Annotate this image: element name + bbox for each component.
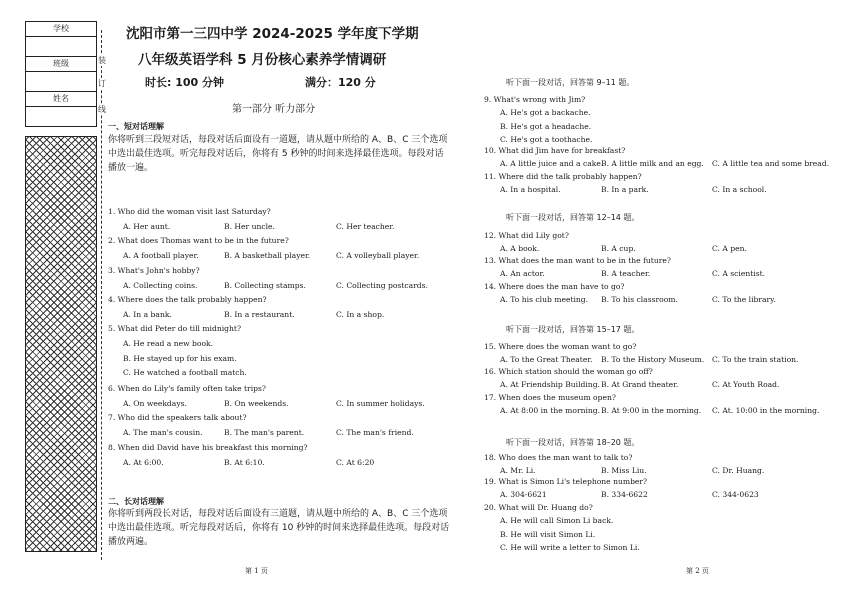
page-number-2: 第 2 页 [686, 567, 709, 575]
option-4-c: C. In a shop. [336, 310, 385, 319]
option-r0-1-a: A. A little juice and a cake. [500, 159, 604, 168]
option-2-a: A. A football player. [123, 251, 199, 260]
group-heading-3: 听下面一段对话，回答第 15–17 题。 [506, 325, 640, 334]
option-3-b: B. Collecting stamps. [224, 281, 306, 290]
option-r2-1-c: C. At Youth Road. [712, 380, 780, 389]
option-r3-0-b: B. Miss Liu. [601, 466, 647, 475]
option-4-b: B. In a restaurant. [224, 310, 295, 319]
question-1: 1. Who did the woman visit last Saturday? [108, 207, 271, 216]
group-heading-4: 听下面一段对话，回答第 18–20 题。 [506, 438, 640, 447]
sec2-title: 二、长对话理解 [108, 497, 164, 506]
option-8-c: C. At 6:20 [336, 458, 375, 467]
option-1-b: B. Her uncle. [224, 222, 275, 231]
option-5-c: C. He watched a football match. [123, 368, 247, 377]
option-r0-2-a: A. In a hospital. [500, 185, 561, 194]
option-7-a: A. The man's cousin. [123, 428, 203, 437]
option-r2-1-b: B. At Grand theater. [601, 380, 679, 389]
question-r1-1: 13. What does the man want to be in the future? [484, 256, 671, 265]
option-8-a: A. At 6:00. [123, 458, 164, 467]
option-r0-0-c: C. He's got a toothache. [500, 135, 593, 144]
sec1-instructions: 你将听到三段短对话，每段对话后面设有一道题，请从题中所给的 A、B、C 三个选项中选出最佳选项。听完每段对话后，你将有 5 秒钟的时间来选择最佳选项。每段对话播放一遍。 [108, 135, 448, 173]
option-5-b: B. He stayed up for his exam. [123, 353, 237, 363]
question-r2-2: 17. When does the museum open? [484, 393, 616, 402]
option-r1-1-b: B. A teacher. [601, 269, 651, 278]
question-r1-2: 14. Where does the man have to go? [484, 282, 625, 291]
option-r1-1-a: A. An actor. [500, 269, 545, 278]
option-6-c: C. In summer holidays. [336, 399, 425, 408]
option-6-a: A. On weekdays. [123, 399, 187, 408]
sec2-instructions: 你将听到两段长对话，每段对话后面设有三道题，请从题中所给的 A、B、C 三个选项中选出最佳选项。听完每段对话后，你将有 10 秒钟的时间来选择最佳选项。每段对话播放两遍。 [108, 509, 450, 547]
option-r0-1-b: B. A little milk and an egg. [601, 159, 704, 168]
question-r3-1: 19. What is Simon Li's telephone number? [484, 477, 648, 486]
option-r0-2-c: C. In a school. [712, 185, 767, 194]
option-1-c: C. Her teacher. [336, 222, 395, 231]
hatched-margin [25, 136, 97, 552]
option-r1-0-c: C. A pen. [712, 244, 747, 253]
option-r1-2-c: C. To the library. [712, 295, 776, 304]
page-number-1: 第 1 页 [245, 567, 268, 575]
info-field-class [26, 72, 96, 92]
option-r0-0-b: B. He's got a headache. [500, 121, 592, 131]
option-7-b: B. The man's parent. [224, 428, 305, 437]
exam-time: 时长: 100 分钟 [145, 76, 225, 89]
option-8-b: B. At 6:10. [224, 458, 265, 467]
question-2: 2. What does Thomas want to be in the future? [108, 236, 289, 245]
question-5: 5. What did Peter do till midnight? [108, 324, 242, 333]
question-r3-2: 20. What will Dr. Huang do? [484, 503, 593, 512]
info-field-school [26, 37, 96, 57]
question-r1-0: 12. What did Lily got? [484, 231, 569, 240]
question-r0-0: 9. What's wrong with Jim? [484, 95, 586, 104]
question-r0-1: 10. What did Jim have for breakfast? [484, 146, 626, 155]
info-label-class: 班级 [26, 57, 96, 72]
option-7-c: C. The man's friend. [336, 428, 414, 437]
option-4-a: A. In a bank. [123, 310, 172, 319]
option-r2-0-b: B. To the History Museum. [601, 355, 705, 364]
question-r2-0: 15. Where does the woman want to go? [484, 342, 637, 351]
option-r1-2-a: A. To his club meeting. [500, 295, 589, 304]
info-label-name: 姓名 [26, 92, 96, 107]
option-5-a: A. He read a new book. [123, 339, 214, 348]
exam-title-line1: 沈阳市第一三四中学 2024-2025 学年度下学期 [126, 26, 419, 42]
option-r1-1-c: C. A scientist. [712, 269, 766, 278]
exam-title-line2: 八年级英语学科 5 月份核心素养学情调研 [138, 52, 387, 68]
option-r3-1-b: B. 334-6622 [601, 490, 648, 499]
option-2-b: B. A basketball player. [224, 251, 311, 260]
option-r0-1-c: C. A little tea and some bread. [712, 159, 830, 168]
option-r0-2-b: B. In a park. [601, 185, 649, 194]
student-info-table [25, 21, 97, 127]
option-r3-2-c: C. He will write a letter to Simon Li. [500, 543, 640, 552]
option-3-c: C. Collecting postcards. [336, 281, 428, 290]
option-r3-0-c: C. Dr. Huang. [712, 466, 765, 475]
option-1-a: A. Her aunt. [123, 222, 171, 231]
binding-char-1: 装 [98, 56, 106, 65]
group-heading-1: 听下面一段对话，回答第 9–11 题。 [506, 78, 635, 87]
option-r3-1-a: A. 304-6621 [500, 490, 547, 499]
option-r3-0-a: A. Mr. Li. [500, 466, 536, 475]
option-r3-1-c: C. 344-0623 [712, 490, 759, 499]
question-r0-2: 11. Where did the talk probably happen? [484, 172, 642, 181]
question-r3-0: 18. Who does the man want to talk to? [484, 453, 633, 462]
question-8: 8. When did David have his breakfast this morning? [108, 443, 308, 452]
option-r1-0-b: B. A cup. [601, 244, 636, 253]
group-heading-2: 听下面一段对话，回答第 12–14 题。 [506, 213, 640, 222]
binding-char-2: 订 [98, 79, 106, 88]
option-r2-2-a: A. At 8:00 in the morning. [500, 406, 601, 415]
option-r2-0-a: A. To the Great Theater. [500, 355, 593, 364]
question-4: 4. Where does the talk probably happen? [108, 295, 267, 304]
option-r3-2-b: B. He will visit Simon Li. [500, 529, 596, 539]
option-r2-2-b: B. At 9:00 in the morning. [601, 406, 702, 415]
option-r2-0-c: C. To the train station. [712, 355, 799, 364]
question-6: 6. When do Lily's family often take trips? [108, 384, 266, 393]
binding-char-3: 线 [98, 105, 106, 114]
option-r1-2-b: B. To his classroom. [601, 295, 678, 304]
option-r1-0-a: A. A book. [500, 244, 540, 253]
option-r3-2-a: A. He will call Simon Li back. [500, 516, 614, 525]
option-r0-0-a: A. He's got a backache. [500, 108, 591, 117]
option-6-b: B. On weekends. [224, 399, 289, 408]
option-r2-2-c: C. At. 10:00 in the morning. [712, 406, 820, 415]
exam-score: 满分：120 分 [305, 76, 376, 89]
sec1-title: 一、短对话理解 [108, 122, 164, 131]
option-3-a: A. Collecting coins. [123, 281, 198, 290]
info-label-school: 学校 [26, 22, 96, 37]
option-r2-1-a: A. At Friendship Building. [500, 380, 600, 389]
question-r2-1: 16. Which station should the woman go off? [484, 367, 653, 376]
info-field-name [26, 107, 96, 126]
question-3: 3. What's John's hobby? [108, 266, 200, 275]
question-7: 7. Who did the speakers talk about? [108, 413, 247, 422]
part1-title: 第一部分 听力部分 [232, 104, 316, 115]
option-2-c: C. A volleyball player. [336, 251, 420, 260]
